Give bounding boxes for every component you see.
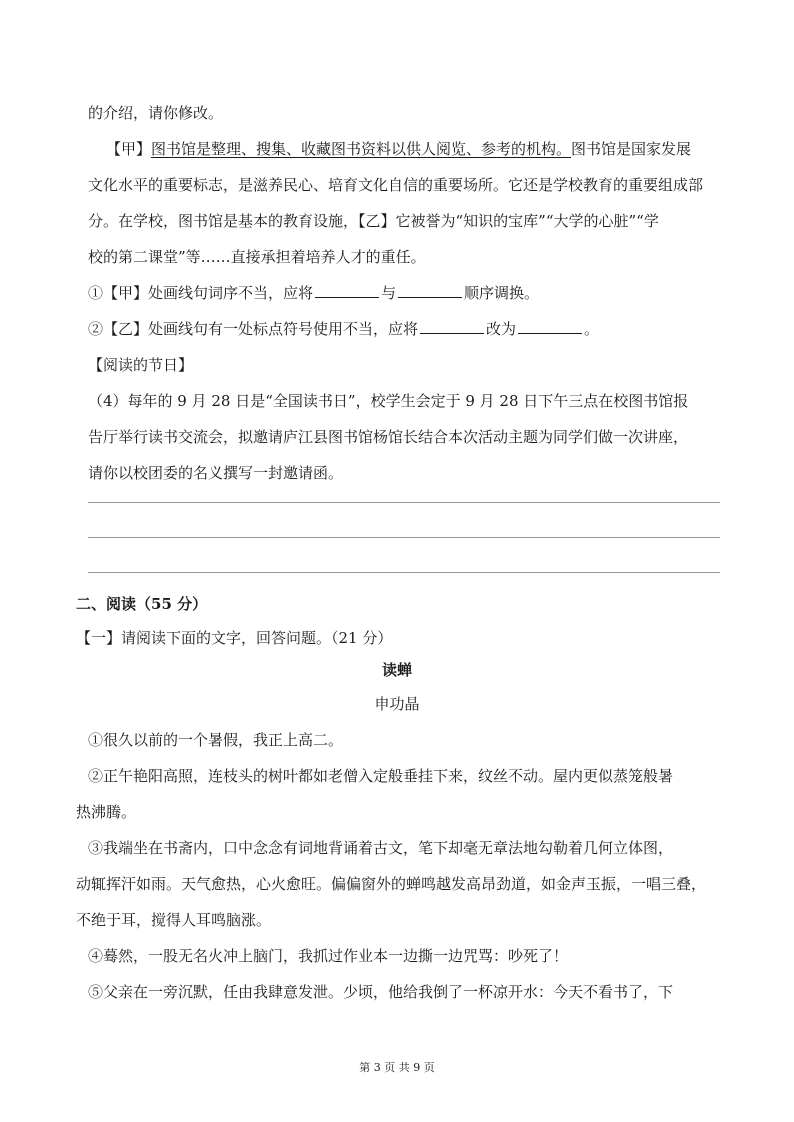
answer-blank[interactable] bbox=[398, 283, 462, 298]
text-line: 分。在学校，图书馆是基本的教育设施，【乙】它被誉为“知识的宝库”“大学的心脏”“学 bbox=[88, 212, 659, 230]
answer-blank[interactable] bbox=[518, 319, 582, 334]
text-line: 校的第二课堂”等……直接承担着培养人才的重任。 bbox=[88, 248, 426, 266]
article-title: 读蝉 bbox=[381, 661, 412, 679]
question-4-line: （4）每年的 9 月 28 日是“全国读书日”，校学生会定于 9 月 28 日下午三点在校图书馆报 bbox=[88, 392, 689, 410]
article-paragraph: 动辄挥汗如雨。天气愈热，心火愈旺。偏偏窗外的蝉鸣越发高昂劲道，如金声玉振，一唱三叠， bbox=[76, 875, 707, 893]
page-footer: 第 3 页 共 9 页 bbox=[359, 1061, 435, 1074]
answer-blank[interactable] bbox=[420, 319, 484, 334]
part-2-instructions: 【一】请阅读下面的文字，回答问题。（21 分） bbox=[76, 629, 393, 647]
jia-underlined-sentence: 图书馆是整理、搜集、收藏图书资料以供人阅览、参考的机构。 bbox=[151, 140, 572, 158]
article-author: 申功晶 bbox=[374, 695, 420, 713]
text-line: 的介绍，请你修改。 bbox=[88, 104, 224, 122]
question-2 bbox=[88, 319, 599, 339]
question-2-text: ②【乙】处画线句有一处标点符号使用不当，应将 bbox=[88, 320, 419, 338]
article-paragraph: ⑤父亲在一旁沉默，任由我肆意发泄。少顷，他给我倒了一杯凉开水：今天不看书了，下 bbox=[88, 983, 674, 1001]
article-paragraph: ④蓦然，一股无名火冲上脑门，我抓过作业本一边撕一边咒骂：吵死了！ bbox=[88, 947, 569, 965]
question-1-text: ①【甲】处画线句词序不当，应将 bbox=[88, 284, 314, 302]
article-paragraph: ①很久以前的一个暑假，我正上高二。 bbox=[88, 731, 344, 749]
answer-line[interactable] bbox=[88, 502, 720, 503]
article-paragraph: ②正午艳阳高照，连枝头的树叶都如老僧入定般垂挂下来，纹丝不动。屋内更似蒸笼般暑 bbox=[88, 767, 674, 785]
article-paragraph: 热沸腾。 bbox=[76, 803, 137, 821]
article-paragraph: ③我端坐在书斋内，口中念念有词地背诵着古文，笔下却毫无章法地勾勒着几何立体图， bbox=[88, 839, 674, 857]
question-2-text: 改为 bbox=[486, 320, 517, 338]
question-1-text: 与 bbox=[381, 284, 397, 302]
text-line: 文化水平的重要标志，是滋养民心、培育文化自信的重要场所。它还是学校教育的重要组成部 bbox=[88, 176, 704, 194]
answer-blank[interactable] bbox=[315, 283, 379, 298]
jia-paragraph-line bbox=[106, 139, 691, 159]
question-1 bbox=[88, 283, 539, 303]
question-4-line: 请你以校团委的名义撰写一封邀请函。 bbox=[88, 464, 344, 482]
jia-rest: 图书馆是国家发展 bbox=[571, 140, 692, 158]
section-heading-reading-day: 【阅读的节日】 bbox=[88, 356, 194, 374]
answer-line[interactable] bbox=[88, 572, 720, 573]
question-1-text: 顺序调换。 bbox=[464, 284, 540, 302]
article-paragraph: 不绝于耳，搅得人耳鸣脑涨。 bbox=[76, 911, 272, 929]
question-2-text: 。 bbox=[584, 320, 600, 338]
question-4-line: 告厅举行读书交流会，拟邀请庐江县图书馆杨馆长结合本次活动主题为同学们做一次讲座， bbox=[88, 428, 689, 446]
jia-tag: 【甲】 bbox=[106, 140, 152, 158]
part-2-heading: 二、阅读（55 分） bbox=[76, 595, 208, 613]
answer-line[interactable] bbox=[88, 537, 720, 538]
